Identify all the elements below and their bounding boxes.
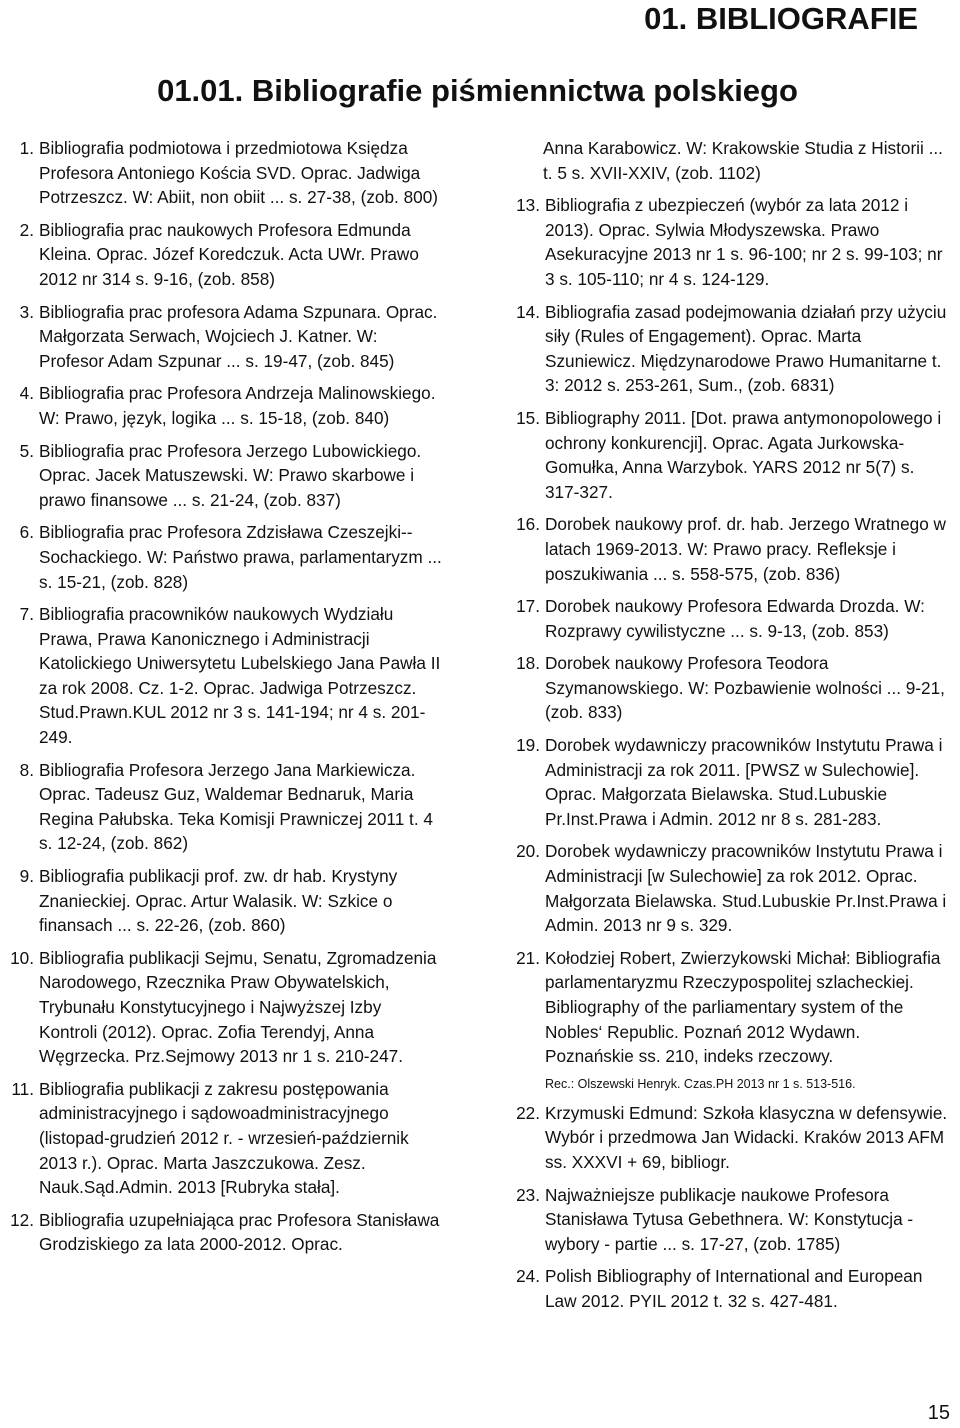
list-item bbox=[6, 602, 444, 750]
entry-text: Bibliografia pracowników naukowych Wydziału Prawa, Prawa Kanonicznego i Administracji Katolickiego Uniwersytetu Lubelskiego Jana Pawła II za rok 2008. Cz. 1-2. Oprac. Jadwiga Potrzeszcz. Stud.Prawn.KUL 2012 nr 3 s. 141-194; nr 4 s. 201-249. bbox=[39, 604, 441, 748]
list-item bbox=[510, 300, 950, 398]
entry-number: 7. bbox=[19, 604, 34, 625]
entry-text: Bibliografia publikacji Sejmu, Senatu, Zgromadzenia Narodowego, Rzecznika Praw Obywatelskich, Trybunału Konstytucyjnego i Najwyższej Izby Kontroli (2012). Oprac. Zofia Terendyj, Anna Węgrzecka. Prz.Sejmowy 2013 nr 1 s. 210-247. bbox=[39, 947, 437, 1067]
entry-number: 21. bbox=[516, 947, 540, 968]
list-item bbox=[510, 1101, 950, 1175]
list-item bbox=[6, 946, 444, 1069]
subsection-title: 01.01. Bibliografie piśmiennictwa polskiego bbox=[157, 73, 798, 108]
entry-text: Bibliografia publikacji z zakresu postępowania administracyjnego i sądowoadministracyjnego (listopad-grudzień 2012 r. - wrzesień-październik 2013 r.). Oprac. Marta Jaszczukowa. Zesz. Nauk.Sąd.Admin. 2013 [Rubryka stała]. bbox=[39, 1078, 409, 1198]
entry-number: 13. bbox=[516, 195, 540, 216]
list-item bbox=[510, 193, 950, 291]
entry-text: Bibliografia zasad podejmowania działań przy użyciu siły (Rules of Engagement). Oprac. Marta Szuniewicz. Międzynarodowe Prawo Humanitarne t. 3: 2012 s. 253-261, Sum., (zob. 6831) bbox=[545, 301, 947, 396]
entry-number: 5. bbox=[19, 440, 34, 461]
entry-text: Bibliografia uzupełniająca prac Profesora Stanisława Grodziskiego za lata 2000-2012. Oprac. bbox=[39, 1209, 440, 1255]
entry-number: 18. bbox=[516, 653, 540, 674]
page-number: 15 bbox=[927, 1402, 950, 1424]
entry-number: 15. bbox=[516, 407, 540, 428]
entry-number: 19. bbox=[516, 735, 540, 756]
list-item bbox=[510, 594, 950, 643]
list-item bbox=[6, 218, 444, 292]
entry-number: 3. bbox=[19, 301, 34, 322]
entry-text: Bibliografia z ubezpieczeń (wybór za lata 2012 i 2013). Oprac. Sylwia Młodyszewska. Prawo Asekuracyjne 2013 nr 1 s. 96-100; nr 2 s. 99-103; nr 3 s. 105-110; nr 4 s. 124-129. bbox=[545, 195, 943, 289]
entry-number: 11. bbox=[11, 1078, 34, 1099]
entry-text: Bibliografia Profesora Jerzego Jana Markiewicza. Oprac. Tadeusz Guz, Waldemar Bednaruk, Maria Regina Pałubska. Teka Komisji Prawniczej 2011 t. 4 s. 12-24, (zob. 862) bbox=[39, 759, 433, 854]
entry-text: Bibliografia publikacji prof. zw. dr hab. Krystyny Znanieckiej. Oprac. Artur Walasik. W: Szkice o finansach ... s. 22-26, (zob. 860) bbox=[39, 866, 398, 936]
entry-continuation: Anna Karabowicz. W: Krakowskie Studia z Historii ... t. 5 s. XVII-XXIV, (zob. 1102) bbox=[543, 138, 943, 183]
entry-text: Polish Bibliography of International and European Law 2012. PYIL 2012 t. 32 s. 427-481. bbox=[545, 1266, 923, 1311]
entry-text: Bibliografia prac Profesora Zdzisława Czeszejki--Sochackiego. W: Państwo prawa, parlamentaryzm ... s. 15-21, (zob. 828) bbox=[39, 522, 442, 592]
list-item bbox=[6, 758, 444, 856]
review-note: Rec.: Olszewski Henryk. Czas.PH 2013 nr 1 s. 513-516. bbox=[545, 1076, 856, 1091]
entry-number: 10. bbox=[10, 947, 34, 968]
list-item bbox=[6, 864, 444, 938]
entry-text: Dorobek wydawniczy pracowników Instytutu Prawa i Administracji za rok 2011. [PWSZ w Sulechowie]. Oprac. Małgorzata Bielawska. Stud.Lubuskie Pr.Inst.Prawa i Admin. 2012 nr 8 s. 281-283. bbox=[545, 735, 943, 829]
entry-number: 2. bbox=[19, 219, 34, 240]
entry-number: 14. bbox=[516, 301, 540, 322]
entry-number: 6. bbox=[19, 522, 34, 543]
entry-text: Dorobek naukowy Profesora Teodora Szymanowskiego. W: Pozbawienie wolności ... 9-21, (zob. 833) bbox=[545, 653, 945, 723]
entry-number: 23. bbox=[516, 1184, 540, 1205]
entry-text: Bibliografia prac profesora Adama Szpunara. Oprac. Małgorzata Serwach, Wojciech J. Katner. W: Profesor Adam Szpunar ... s. 19-47, (zob. 845) bbox=[39, 301, 438, 371]
entry-number: 12. bbox=[10, 1209, 34, 1230]
list-item bbox=[510, 946, 950, 1069]
entry-number: 1. bbox=[19, 138, 34, 158]
left-column bbox=[6, 136, 444, 1265]
entry-text: Najważniejsze publikacje naukowe Profesora Stanisława Tytusa Gebethnera. W: Konstytucja - wybory - partie ... s. 17-27, (zob. 1785) bbox=[545, 1184, 914, 1254]
list-item bbox=[6, 300, 444, 374]
list-item bbox=[6, 520, 444, 594]
entry-text: Krzymuski Edmund: Szkoła klasyczna w defensywie. Wybór i przedmowa Jan Widacki. Kraków 2013 AFM ss. XXXVI + 69, bibliogr. bbox=[545, 1102, 948, 1172]
entry-number: 20. bbox=[516, 841, 540, 862]
entry-text: Bibliografia prac naukowych Profesora Edmunda Kleina. Oprac. Józef Koredczuk. Acta UWr. Prawo 2012 nr 314 s. 9-16, (zob. 858) bbox=[39, 219, 419, 289]
list-item bbox=[510, 651, 950, 725]
list-item bbox=[510, 839, 950, 937]
entry-text: Dorobek naukowy prof. dr. hab. Jerzego Wratnego w latach 1969-2013. W: Prawo pracy. Refleksje i poszukiwania ... s. 558-575, (zob. 836) bbox=[545, 514, 946, 584]
list-item bbox=[510, 733, 950, 831]
entry-text: Bibliografia prac Profesora Jerzego Lubowickiego. Oprac. Jacek Matuszewski. W: Prawo skarbowe i prawo finansowe ... s. 21-24, (zob. 837) bbox=[39, 440, 422, 510]
entry-text: Dorobek wydawniczy pracowników Instytutu Prawa i Administracji [w Sulechowie] za rok 2012. Oprac. Małgorzata Bielawska. Stud.Lubuskie Pr.Inst.Prawa i Admin. 2013 nr 9 s. 329. bbox=[545, 841, 947, 936]
list-item bbox=[510, 512, 950, 586]
entry-number: 8. bbox=[19, 759, 34, 780]
list-item bbox=[6, 439, 444, 513]
entry-number: 22. bbox=[516, 1102, 540, 1123]
entry-text: Kołodziej Robert, Zwierzykowski Michał: Bibliografia parlamentaryzmu Rzeczypospolitej szlacheckiej. Bibliography of the parliamentary system of the Nobles‘ Republic. Poznań 2012 Wydawn. Poznańskie ss. 210, indeks rzeczowy. bbox=[545, 947, 941, 1067]
list-item bbox=[510, 1264, 950, 1313]
entry-number: 24. bbox=[516, 1266, 540, 1287]
entry-number: 16. bbox=[516, 514, 540, 535]
entry-text: Bibliografia prac Profesora Andrzeja Malinowskiego. W: Prawo, język, logika ... s. 15-18, (zob. 840) bbox=[39, 383, 436, 428]
entry-number: 4. bbox=[19, 383, 34, 404]
right-column bbox=[510, 136, 950, 1322]
list-item bbox=[510, 1183, 950, 1257]
section-title: 01. BIBLIOGRAFIE bbox=[644, 1, 918, 36]
list-item bbox=[6, 1208, 444, 1257]
entry-text: Dorobek naukowy Profesora Edwarda Drozda. W: Rozprawy cywilistyczne ... s. 9-13, (zob. 853) bbox=[545, 596, 925, 641]
entry-number: 17. bbox=[516, 596, 540, 617]
entry-number: 9. bbox=[19, 866, 34, 887]
list-item bbox=[6, 381, 444, 430]
entry-text: Bibliografia podmiotowa i przedmiotowa Księdza Profesora Antoniego Kościa SVD. Oprac. Jadwiga Potrzeszcz. W: Abiit, non obiit ... s. 27-38, (zob. 800) bbox=[39, 138, 438, 208]
list-item bbox=[510, 406, 950, 504]
entry-text: Bibliography 2011. [Dot. prawa antymonopolowego i ochrony konkurencji]. Oprac. Agata Jurkowska-Gomułka, Anna Warzybok. YARS 2012 nr 5(7) s. 317-327. bbox=[545, 407, 942, 502]
list-item bbox=[6, 1077, 444, 1200]
list-item bbox=[6, 136, 444, 210]
